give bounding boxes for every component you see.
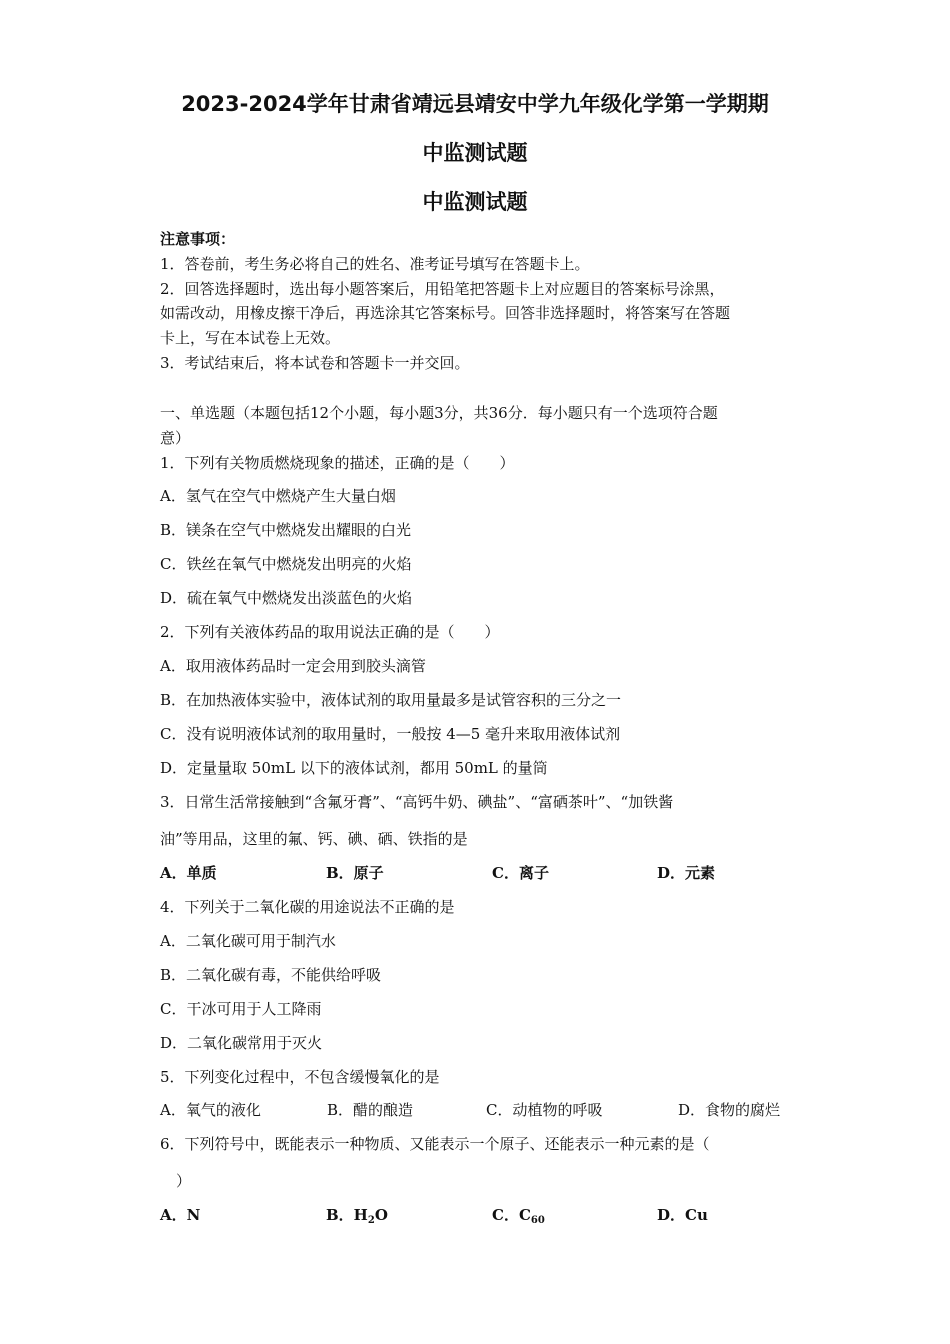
q5-option-d: D．食物的腐烂 <box>678 1101 781 1119</box>
q4-option-d: D．二氧化碳常用于灭火 <box>160 1034 323 1052</box>
q2-option-c: C．没有说明液体试剂的取用量时，一般按 4—5 毫升来取用液体试剂 <box>160 725 621 743</box>
q6-stem-b: ） <box>176 1172 192 1190</box>
q2-option-d: D．定量量取 50mL 以下的液体试剂，都用 50mL 的量筒 <box>160 759 548 777</box>
q5-option-c: C．动植物的呼吸 <box>486 1101 603 1119</box>
q4-stem: 4．下列关于二氧化碳的用途说法不正确的是 <box>160 898 455 916</box>
q6-stem-a: 6．下列符号中，既能表示一种物质、又能表示一个原子、还能表示一种元素的是（ <box>160 1135 710 1153</box>
q2-option-a: A．取用液体药品时一定会用到胶头滴管 <box>160 657 426 675</box>
q1-option-c: C．铁丝在氧气中燃烧发出明亮的火焰 <box>160 555 412 573</box>
q1-option-b: B．镁条在空气中燃烧发出耀眼的白光 <box>160 521 412 539</box>
notice-heading: 注意事项： <box>160 230 236 248</box>
q6-option-b-suffix: O <box>374 1206 388 1224</box>
exam-title-line2: 中监测试题 <box>422 141 528 165</box>
q3-option-c: C．离子 <box>492 864 549 882</box>
section-heading-b: 意） <box>160 429 191 447</box>
q3-option-b: B．原子 <box>326 864 384 882</box>
exam-title-line3: 中监测试题 <box>422 190 528 214</box>
q6-option-c <box>492 1204 545 1226</box>
notice-item-2b: 如需改动，用橡皮擦干净后，再选涂其它答案标号。回答非选择题时，将答案写在答题 <box>160 304 731 322</box>
q3-stem-a: 3．日常生活常接触到“含氟牙膏”、“高钙牛奶、碘盐”、“富硒茶叶”、“加铁酱 <box>160 793 674 811</box>
q1-option-a: A．氢气在空气中燃烧产生大量白烟 <box>160 487 396 505</box>
q6-option-b-prefix: B．H <box>326 1206 368 1224</box>
q1-stem: 1．下列有关物质燃烧现象的描述，正确的是（ ） <box>160 454 515 472</box>
exam-title-line1: 2023-2024学年甘肃省靖远县靖安中学九年级化学第一学期期 <box>181 92 769 116</box>
q4-option-b: B．二氧化碳有毒，不能供给呼吸 <box>160 966 382 984</box>
q3-option-a: A．单质 <box>160 864 217 882</box>
notice-item-2a: 2．回答选择题时，选出每小题答案后，用铅笔把答题卡上对应题目的答案标号涂黑， <box>160 280 725 298</box>
q1-option-d: D．硫在氧气中燃烧发出淡蓝色的火焰 <box>160 589 413 607</box>
q5-stem: 5．下列变化过程中，不包含缓慢氧化的是 <box>160 1068 440 1086</box>
q6-option-d: D．Cu <box>657 1206 708 1224</box>
notice-item-3: 3．考试结束后，将本试卷和答题卡一并交回。 <box>160 354 470 372</box>
q6-option-c-prefix: C．C <box>492 1206 531 1224</box>
section-heading-a: 一、单选题（本题包括12个小题，每小题3分，共36分．每小题只有一个选项符合题 <box>160 404 718 422</box>
q5-option-b: B．醋的酿造 <box>327 1101 414 1119</box>
notice-item-1: 1．答卷前，考生务必将自己的姓名、准考证号填写在答题卡上。 <box>160 255 590 273</box>
q6-option-c-subscript: 60 <box>530 1215 545 1226</box>
q6-option-b-subscript: 2 <box>367 1215 375 1226</box>
q2-stem: 2．下列有关液体药品的取用说法正确的是（ ） <box>160 623 500 641</box>
q5-option-a: A．氧气的液化 <box>160 1101 261 1119</box>
q3-option-d: D．元素 <box>657 864 716 882</box>
notice-item-2c: 卡上，写在本试卷上无效。 <box>160 329 341 347</box>
q4-option-c: C．干冰可用于人工降雨 <box>160 1000 322 1018</box>
q3-stem-b: 油”等用品，这里的氟、钙、碘、硒、铁指的是 <box>160 830 468 848</box>
q6-option-a: A．N <box>160 1206 201 1224</box>
q6-option-b <box>326 1204 388 1226</box>
q4-option-a: A．二氧化碳可用于制汽水 <box>160 932 336 950</box>
q2-option-b: B．在加热液体实验中，液体试剂的取用量最多是试管容积的三分之一 <box>160 691 622 709</box>
